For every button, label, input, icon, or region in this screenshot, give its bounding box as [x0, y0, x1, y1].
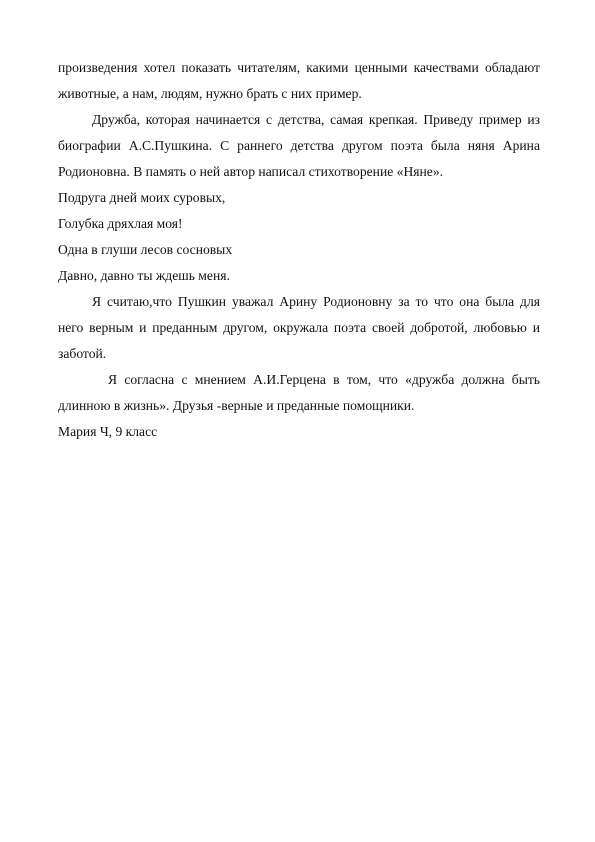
poem-line: Давно, давно ты ждешь меня.: [58, 268, 230, 283]
poem-excerpt: [58, 185, 540, 289]
poem-line: Подруга дней моих суровых,: [58, 190, 226, 205]
poem-line: Одна в глуши лесов сосновых: [58, 242, 233, 257]
paragraph-opinion-pushkin: Я считаю,что Пушкин уважал Арину Родионовну за то что она была для него верным и преданным другом, окружала поэта своей добротой, любовью и заботой.: [58, 294, 540, 361]
author-signature: Мария Ч, 9 класс: [58, 424, 158, 439]
document-body: [58, 55, 540, 445]
paragraph-herzen-quote: Я согласна с мнением А.И.Герцена в том, что «дружба должна быть длинною в жизнь». Друзья -верные и преданные помощники.: [58, 372, 540, 413]
paragraph-animals-example: произведения хотел показать читателям, какими ценными качествами обладают животные, а нам, людям, нужно брать с них пример.: [58, 60, 540, 101]
paragraph-pushkin-friendship: Дружба, которая начинается с детства, самая крепкая. Приведу пример из биографии А.С.Пушкина. С раннего детства другом поэта была няня Арина Родионовна. В память о ней автор написал стихотворение «Няне».: [58, 112, 540, 179]
poem-line: Голубка дряхлая моя!: [58, 216, 183, 231]
